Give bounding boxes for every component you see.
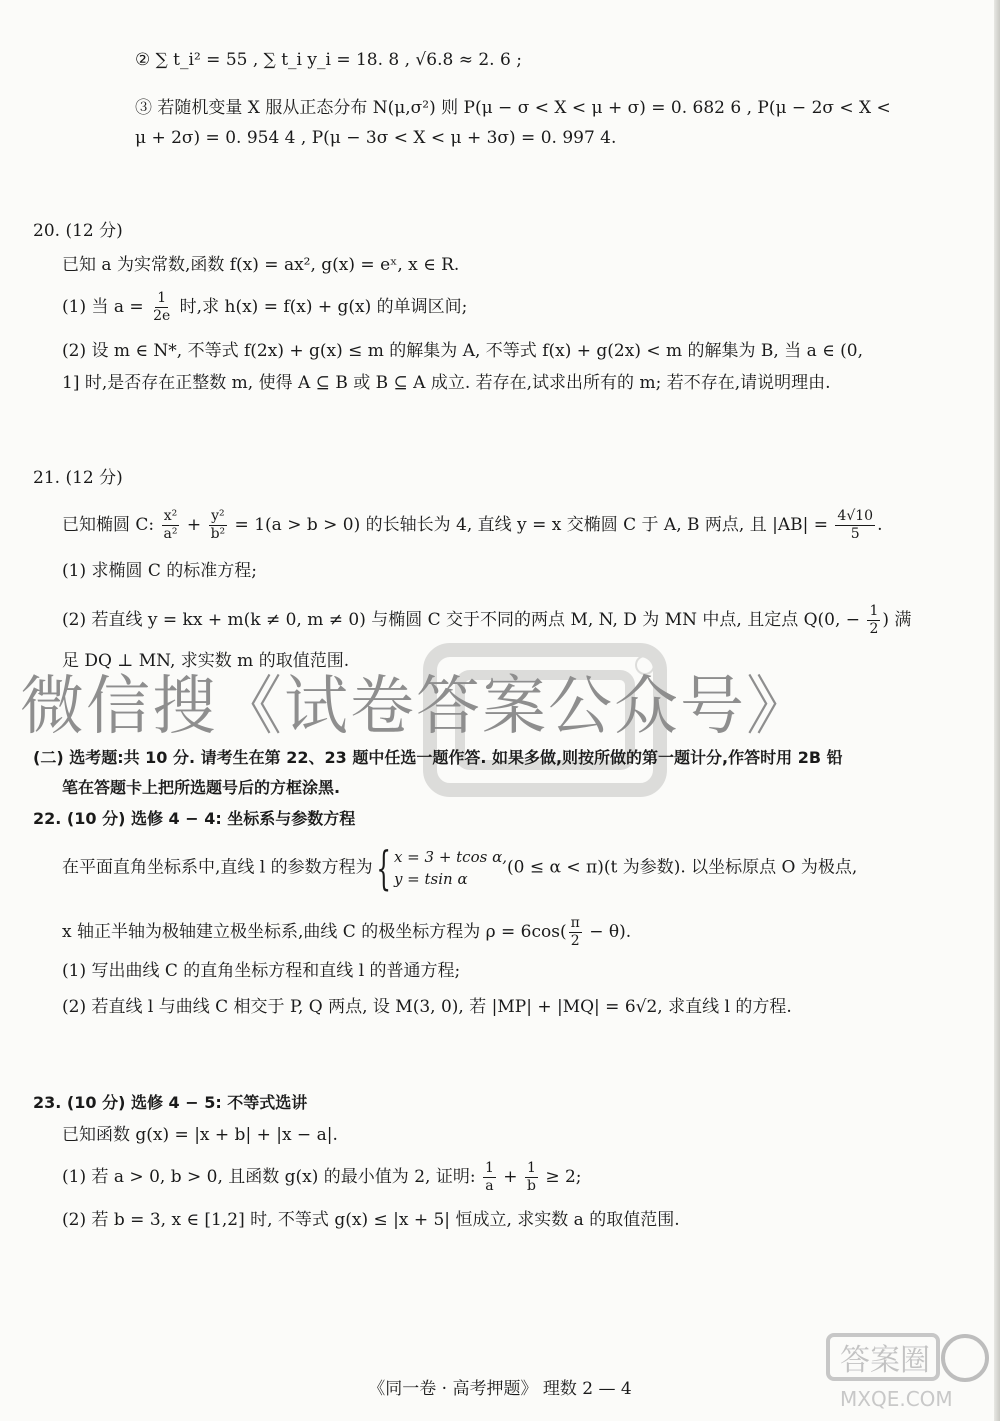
q20-line-1: 已知 a 为实常数,函数 f(x) = ax², g(x) = eˣ, x ∈ R. — [62, 255, 460, 275]
fraction-y2-b2: $\frac{\text{y²}}{\text{b²}}$ — [210, 508, 226, 542]
page-edge-shadow — [994, 0, 1000, 1421]
corner-stamp-logo — [820, 1320, 990, 1415]
left-brace: { — [375, 841, 391, 895]
fraction-1-over-a: $\frac{1}{a}$ — [484, 1160, 494, 1194]
q23-line-2: (1) 若 a > 0, b > 0, 且函数 g(x) 的最小值为 2, 证明: $\frac{1}{a}$ + $\frac{1}{b}$ ≥ 2; — [62, 1160, 582, 1194]
q23-line-3: (2) 若 b = 3, x ∈ [1,2] 时, 不等式 g(x) ≤ |x + 5| 恒成立, 求实数 a 的取值范围. — [62, 1210, 680, 1230]
q21-line-4: 足 DQ ⊥ MN, 求实数 m 的取值范围. — [62, 651, 350, 671]
q22-line-1: 在平面直角坐标系中,直线 l 的参数方程为{ x = 3 + tcos α, y = tsin α (0 ≤ α < π)(t 为参数). 以坐标原点 O 为极点, — [62, 841, 858, 895]
q20-line-3: (2) 设 m ∈ N*, 不等式 f(2x) + g(x) ≤ m 的解集为 A, 不等式 f(x) + g(2x) < m 的解集为 B, 当 a ∈ (0, — [62, 341, 864, 361]
fraction-pi-over-2: $\frac{\pi}{2}$ — [570, 915, 580, 949]
q22-line-4: (2) 若直线 l 与曲线 C 相交于 P, Q 两点, 设 M(3, 0), 若 |MP| + |MQ| = 6√2, 求直线 l 的方程. — [62, 997, 792, 1017]
fraction-1-over-b: $\frac{1}{b}$ — [526, 1160, 536, 1194]
fraction-1-over-2: $\frac{1}{2}$ — [869, 603, 879, 637]
fraction-x2-a2: $\frac{\text{x²}}{\text{a²}}$ — [163, 508, 178, 542]
intro-line-3b: μ + 2σ) = 0. 954 4 , P(μ − 3σ < X < μ + 3σ) = 0. 997 4. — [135, 128, 617, 148]
q22-line-3: (1) 写出曲线 C 的直角坐标方程和直线 l 的普通方程; — [62, 961, 461, 981]
watermark-text: 微信搜《试卷答案公众号》 — [20, 670, 812, 744]
q21-line-1: 已知椭圆 C: $\frac{\text{x²}}{\text{a²}}$ + $\frac{\text{y²}}{\text{b²}}$ = 1(a > b > 0) 的长轴长为 4, 直线 y = x 交椭圆 C 于 A, B 两点, 且 |AB| = $\frac{4√10}{5}$ . — [62, 508, 883, 542]
svg-text:MXQE.COM: MXQE.COM — [840, 1387, 953, 1411]
q21-line-2: (1) 求椭圆 C 的标准方程; — [62, 561, 258, 581]
parametric-equations: x = 3 + tcos α, y = tsin α — [393, 848, 507, 888]
fraction-4sqrt10-5: $\frac{4√10}{5}$ — [837, 508, 874, 542]
q21-heading: 21. (12 分) — [33, 468, 123, 488]
page-footer: 《同一卷 · 高考押题》 理数 2 — 4 — [368, 1379, 632, 1399]
intro-line-3a: ③ 若随机变量 X 服从正态分布 N(μ,σ²) 则 P(μ − σ < X < μ + σ) = 0. 682 6 , P(μ − 2σ < X < — [135, 98, 891, 118]
q23-heading: 23. (10 分) 选修 4 − 5: 不等式选讲 — [33, 1093, 308, 1112]
intro-line-2: ② ∑ t_i² = 55 , ∑ t_i y_i = 18. 8 , √6.8 ≈ 2. 6 ; — [135, 50, 522, 70]
q20-line-2: (1) 当 a = $\frac{1}{2e}$ 时,求 h(x) = f(x) + g(x) 的单调区间; — [62, 290, 468, 324]
q22-line-2: x 轴正半轴为极轴建立极坐标系,曲线 C 的极坐标方程为 ρ = 6cos( $\frac{\pi}{2}$ − θ). — [62, 915, 632, 949]
svg-text:答案圈: 答案圈 — [840, 1343, 930, 1378]
q20-line-4: 1] 时,是否存在正整数 m, 使得 A ⊆ B 或 B ⊆ A 成立. 若存在,试求出所有的 m; 若不存在,请说明理由. — [62, 373, 831, 393]
q22-heading: 22. (10 分) 选修 4 − 4: 坐标系与参数方程 — [33, 809, 356, 828]
section-optional-line-2: 笔在答题卡上把所选题号后的方框涂黑. — [62, 778, 341, 797]
fraction-1-over-2e: $\frac{1}{2e}$ — [153, 290, 171, 324]
section-optional-line-1: (二) 选考题:共 10 分. 请考生在第 22、23 题中任选一题作答. 如果多做,则按所做的第一题计分,作答时用 2B 铅 — [33, 748, 843, 767]
q23-line-1: 已知函数 g(x) = |x + b| + |x − a|. — [62, 1125, 338, 1145]
q21-line-3: (2) 若直线 y = kx + m(k ≠ 0, m ≠ 0) 与椭圆 C 交于不同的两点 M, N, D 为 MN 中点, 且定点 Q(0, − $\frac{1}{2}$ ) 满 — [62, 603, 912, 637]
q20-heading: 20. (12 分) — [33, 221, 123, 241]
